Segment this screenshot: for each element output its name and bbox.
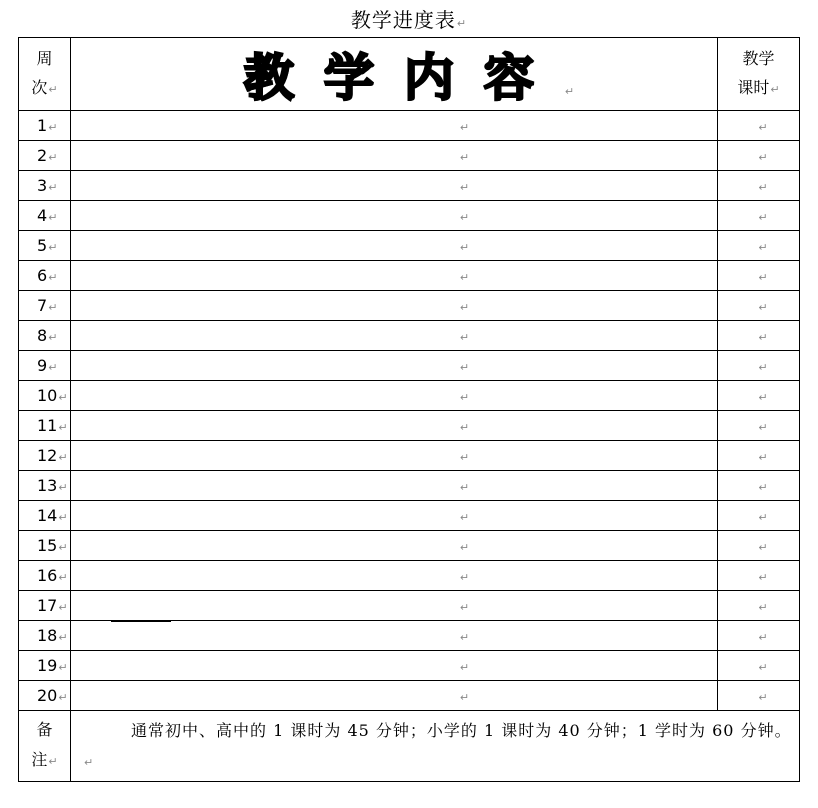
hours-cell[interactable] xyxy=(718,351,800,381)
content-cell[interactable] xyxy=(71,231,718,261)
week-number-cell[interactable] xyxy=(19,201,71,231)
week-number: 11 xyxy=(37,416,58,435)
week-number: 5 xyxy=(37,236,48,255)
hours-cell[interactable] xyxy=(718,381,800,411)
paragraph-mark-icon: ↵ xyxy=(459,481,470,494)
hours-cell[interactable] xyxy=(718,651,800,681)
paragraph-mark-icon: ↵ xyxy=(459,271,470,284)
paragraph-mark-icon: ↵ xyxy=(758,541,768,554)
underline-mark-17 xyxy=(111,621,171,622)
table-row xyxy=(19,531,800,561)
week-number: 4 xyxy=(37,206,48,225)
paragraph-mark-icon: ↵ xyxy=(48,211,58,224)
paragraph-mark-icon: ↵ xyxy=(456,17,468,30)
paragraph-mark-icon: ↵ xyxy=(758,121,768,134)
week-number-cell[interactable] xyxy=(19,261,71,291)
paragraph-mark-icon: ↵ xyxy=(48,83,58,96)
week-number-cell[interactable] xyxy=(19,291,71,321)
page-title-text: 教学进度表 xyxy=(350,8,456,32)
week-number-cell[interactable] xyxy=(19,111,71,141)
hours-cell[interactable] xyxy=(718,441,800,471)
paragraph-mark-icon: ↵ xyxy=(758,211,768,224)
paragraph-mark-icon: ↵ xyxy=(459,301,470,314)
week-number-cell[interactable] xyxy=(19,231,71,261)
table-row xyxy=(19,681,800,711)
table-row xyxy=(19,231,800,261)
content-cell[interactable] xyxy=(71,501,718,531)
paragraph-mark-icon: ↵ xyxy=(758,601,768,614)
paragraph-mark-icon: ↵ xyxy=(58,421,68,434)
hours-cell[interactable] xyxy=(718,171,800,201)
header-content-cell xyxy=(71,38,718,111)
week-number-cell[interactable] xyxy=(19,381,71,411)
week-number: 10 xyxy=(37,386,58,405)
paragraph-mark-icon: ↵ xyxy=(58,391,68,404)
week-number: 3 xyxy=(37,176,48,195)
week-number: 12 xyxy=(37,446,58,465)
underline-mark-18 xyxy=(111,650,171,651)
paragraph-mark-icon: ↵ xyxy=(84,756,95,769)
week-number-cell[interactable] xyxy=(19,531,71,561)
table-row xyxy=(19,561,800,591)
paragraph-mark-icon: ↵ xyxy=(459,391,470,404)
paragraph-mark-icon: ↵ xyxy=(459,691,470,704)
table-row xyxy=(19,591,800,621)
hours-cell[interactable] xyxy=(718,681,800,711)
week-number-cell[interactable] xyxy=(19,591,71,621)
week-number-cell[interactable] xyxy=(19,411,71,441)
content-cell[interactable] xyxy=(71,471,718,501)
hours-cell[interactable] xyxy=(718,111,800,141)
note-label-line1: 备 xyxy=(36,720,53,739)
paragraph-mark-icon: ↵ xyxy=(58,661,68,674)
paragraph-mark-icon: ↵ xyxy=(459,451,470,464)
paragraph-mark-icon: ↵ xyxy=(48,121,58,134)
hours-cell[interactable] xyxy=(718,501,800,531)
header-hours-line1: 教学 xyxy=(742,49,775,68)
week-number: 18 xyxy=(37,626,58,645)
hours-cell[interactable] xyxy=(718,141,800,171)
paragraph-mark-icon: ↵ xyxy=(459,151,470,164)
week-number-cell[interactable] xyxy=(19,441,71,471)
header-hours-cell xyxy=(718,38,800,111)
hours-cell[interactable] xyxy=(718,231,800,261)
week-number-cell[interactable] xyxy=(19,501,71,531)
paragraph-mark-icon: ↵ xyxy=(58,631,68,644)
paragraph-mark-icon: ↵ xyxy=(758,181,768,194)
content-cell[interactable] xyxy=(71,291,718,321)
week-number-cell[interactable] xyxy=(19,681,71,711)
content-cell[interactable] xyxy=(71,111,718,141)
week-number-cell[interactable] xyxy=(19,561,71,591)
paragraph-mark-icon: ↵ xyxy=(459,571,470,584)
table-row xyxy=(19,321,800,351)
paragraph-mark-icon: ↵ xyxy=(459,631,470,644)
paragraph-mark-icon: ↵ xyxy=(58,451,68,464)
hours-cell[interactable] xyxy=(718,411,800,441)
note-text-cell[interactable] xyxy=(71,711,800,782)
paragraph-mark-icon: ↵ xyxy=(459,421,470,434)
paragraph-mark-icon: ↵ xyxy=(459,661,470,674)
paragraph-mark-icon: ↵ xyxy=(459,121,470,134)
header-week-cell xyxy=(19,38,71,111)
paragraph-mark-icon: ↵ xyxy=(459,601,470,614)
paragraph-mark-icon: ↵ xyxy=(58,691,68,704)
week-number: 9 xyxy=(37,356,48,375)
content-cell[interactable] xyxy=(71,141,718,171)
paragraph-mark-icon: ↵ xyxy=(48,151,58,164)
hours-cell[interactable] xyxy=(718,591,800,621)
week-number: 6 xyxy=(37,266,48,285)
hours-cell[interactable] xyxy=(718,201,800,231)
table-row xyxy=(19,171,800,201)
paragraph-mark-icon: ↵ xyxy=(758,421,768,434)
content-cell[interactable] xyxy=(71,651,718,681)
table-row xyxy=(19,111,800,141)
table-row xyxy=(19,141,800,171)
content-cell[interactable] xyxy=(71,531,718,561)
note-row xyxy=(19,711,800,782)
week-number: 1 xyxy=(37,116,48,135)
hours-cell[interactable] xyxy=(718,621,800,651)
week-number: 15 xyxy=(37,536,58,555)
note-label-cell xyxy=(19,711,71,782)
paragraph-mark-icon: ↵ xyxy=(564,85,575,98)
week-number-cell[interactable] xyxy=(19,621,71,651)
table-row xyxy=(19,651,800,681)
content-cell[interactable] xyxy=(71,591,718,621)
note-text: 通常初中、高中的 1 课时为 45 分钟；小学的 1 课时为 40 分钟；1 学时为 60 分钟。 xyxy=(131,721,792,740)
header-hours-line2: 课时 xyxy=(737,78,770,97)
hours-cell[interactable] xyxy=(718,321,800,351)
paragraph-mark-icon: ↵ xyxy=(48,361,58,374)
paragraph-mark-icon: ↵ xyxy=(459,541,470,554)
content-cell[interactable] xyxy=(71,321,718,351)
week-number: 17 xyxy=(37,596,58,615)
hours-cell[interactable] xyxy=(718,561,800,591)
paragraph-mark-icon: ↵ xyxy=(758,661,768,674)
paragraph-mark-icon: ↵ xyxy=(58,511,68,524)
content-cell[interactable] xyxy=(71,411,718,441)
paragraph-mark-icon: ↵ xyxy=(770,83,780,96)
header-week-line1: 周 xyxy=(36,49,53,68)
paragraph-mark-icon: ↵ xyxy=(758,241,768,254)
paragraph-mark-icon: ↵ xyxy=(48,181,58,194)
content-cell[interactable] xyxy=(71,681,718,711)
content-cell[interactable] xyxy=(71,621,718,651)
paragraph-mark-icon: ↵ xyxy=(58,541,68,554)
week-number: 16 xyxy=(37,566,58,585)
paragraph-mark-icon: ↵ xyxy=(58,481,68,494)
week-number: 2 xyxy=(37,146,48,165)
hours-cell[interactable] xyxy=(718,471,800,501)
paragraph-mark-icon: ↵ xyxy=(459,361,470,374)
content-cell[interactable] xyxy=(71,441,718,471)
week-number: 13 xyxy=(37,476,58,495)
paragraph-mark-icon: ↵ xyxy=(758,571,768,584)
week-number: 8 xyxy=(37,326,48,345)
paragraph-mark-icon: ↵ xyxy=(758,631,768,644)
table-row xyxy=(19,501,800,531)
schedule-table xyxy=(18,37,800,782)
note-label-line2: 注 xyxy=(31,750,48,769)
paragraph-mark-icon: ↵ xyxy=(758,451,768,464)
paragraph-mark-icon: ↵ xyxy=(48,241,58,254)
content-cell[interactable] xyxy=(71,381,718,411)
week-number-cell[interactable] xyxy=(19,141,71,171)
header-content-title: 教学内容 xyxy=(243,49,564,107)
week-number-cell[interactable] xyxy=(19,171,71,201)
table-row xyxy=(19,291,800,321)
table-row xyxy=(19,441,800,471)
table-row xyxy=(19,381,800,411)
table-row xyxy=(19,201,800,231)
paragraph-mark-icon: ↵ xyxy=(459,181,470,194)
table-row xyxy=(19,621,800,651)
table-row xyxy=(19,471,800,501)
week-number: 19 xyxy=(37,656,58,675)
hours-cell[interactable] xyxy=(718,531,800,561)
paragraph-mark-icon: ↵ xyxy=(758,151,768,164)
hours-cell[interactable] xyxy=(718,291,800,321)
paragraph-mark-icon: ↵ xyxy=(758,511,768,524)
paragraph-mark-icon: ↵ xyxy=(758,391,768,404)
paragraph-mark-icon: ↵ xyxy=(758,481,768,494)
paragraph-mark-icon: ↵ xyxy=(459,241,470,254)
week-number-cell[interactable] xyxy=(19,351,71,381)
hours-cell[interactable] xyxy=(718,261,800,291)
paragraph-mark-icon: ↵ xyxy=(758,691,768,704)
table-row xyxy=(19,351,800,381)
paragraph-mark-icon: ↵ xyxy=(758,271,768,284)
table-row xyxy=(19,261,800,291)
paragraph-mark-icon: ↵ xyxy=(758,331,768,344)
content-cell[interactable] xyxy=(71,201,718,231)
week-number: 7 xyxy=(37,296,48,315)
content-cell[interactable] xyxy=(71,171,718,201)
paragraph-mark-icon: ↵ xyxy=(758,361,768,374)
paragraph-mark-icon: ↵ xyxy=(48,755,58,768)
header-row xyxy=(19,38,800,111)
header-week-line2: 次 xyxy=(31,78,48,97)
table-row xyxy=(19,411,800,441)
week-number-cell[interactable] xyxy=(19,651,71,681)
paragraph-mark-icon: ↵ xyxy=(459,331,470,344)
paragraph-mark-icon: ↵ xyxy=(58,571,68,584)
week-number-cell[interactable] xyxy=(19,321,71,351)
paragraph-mark-icon: ↵ xyxy=(459,211,470,224)
week-number: 20 xyxy=(37,686,58,705)
paragraph-mark-icon: ↵ xyxy=(48,301,58,314)
content-cell[interactable] xyxy=(71,351,718,381)
week-number-cell[interactable] xyxy=(19,471,71,501)
page-title xyxy=(0,4,818,36)
week-number: 14 xyxy=(37,506,58,525)
paragraph-mark-icon: ↵ xyxy=(58,601,68,614)
paragraph-mark-icon: ↵ xyxy=(48,271,58,284)
paragraph-mark-icon: ↵ xyxy=(459,511,470,524)
content-cell[interactable] xyxy=(71,261,718,291)
paragraph-mark-icon: ↵ xyxy=(48,331,58,344)
paragraph-mark-icon: ↵ xyxy=(758,301,768,314)
content-cell[interactable] xyxy=(71,561,718,591)
